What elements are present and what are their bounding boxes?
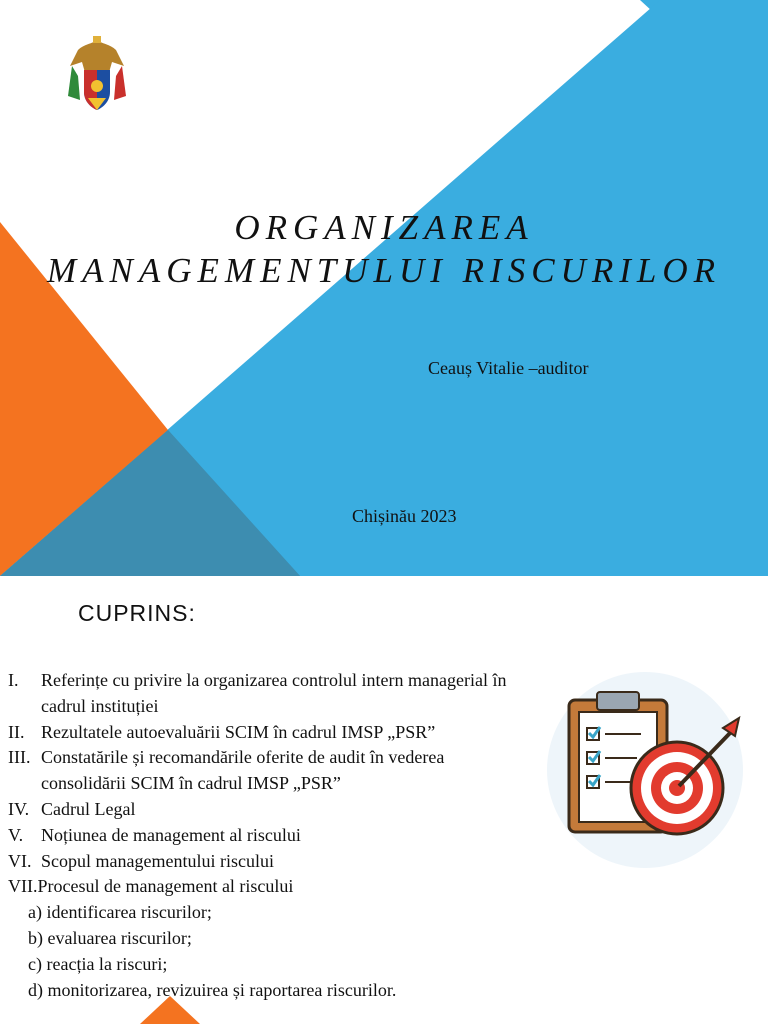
item-text: Procesul de management al riscului (37, 876, 294, 897)
list-item (8, 823, 533, 849)
coat-of-arms-icon (62, 36, 132, 118)
sub-item: b) evaluarea riscurilor; (28, 927, 192, 948)
list-item (8, 797, 533, 823)
list-item (8, 745, 533, 797)
item-text: Scopul managementului riscului (41, 850, 274, 871)
item-number: V. (8, 824, 24, 845)
item-number: VII. (8, 876, 38, 897)
contents-slide (0, 576, 768, 1024)
item-number: III. (8, 747, 31, 768)
location-year-text: Chișinău 2023 (352, 506, 457, 526)
item-text: Cadrul Legal (41, 798, 136, 819)
contents-list (8, 668, 533, 1003)
item-number: II. (8, 721, 25, 742)
sub-item: d) monitorizarea, revizuirea și raportarea riscurilor. (28, 979, 397, 1000)
contents-heading: CUPRINS: (78, 600, 196, 626)
item-text: Rezultatele autoevaluării SCIM în cadrul IMSP „PSR” (41, 721, 436, 742)
item-number: VI. (8, 850, 32, 871)
item-text: Noțiunea de management al riscului (41, 824, 301, 845)
clipboard-target-icon (545, 670, 745, 870)
list-item (8, 849, 533, 875)
sub-item: c) reacția la riscuri; (28, 953, 168, 974)
item-number: IV. (8, 798, 30, 819)
list-item (8, 720, 533, 746)
sub-item: a) identificarea riscurilor; (28, 902, 212, 923)
item-text: Referințe cu privire la organizarea controlul intern managerial în cadrul instituției (41, 670, 507, 716)
item-text: Constatările și recomandările oferite de audit în vederea consolidării SCIM în cadrul IMSP „PSR” (41, 747, 445, 794)
author-text: Ceauș Vitalie –auditor (428, 358, 589, 378)
list-item (8, 668, 533, 720)
slide-title (0, 206, 768, 292)
title-line-1: ORGANIZAREA (234, 208, 534, 247)
list-item (8, 874, 533, 900)
title-line-2: MANAGEMENTULUI RISCURILOR (47, 251, 721, 290)
item-number: I. (8, 670, 19, 690)
